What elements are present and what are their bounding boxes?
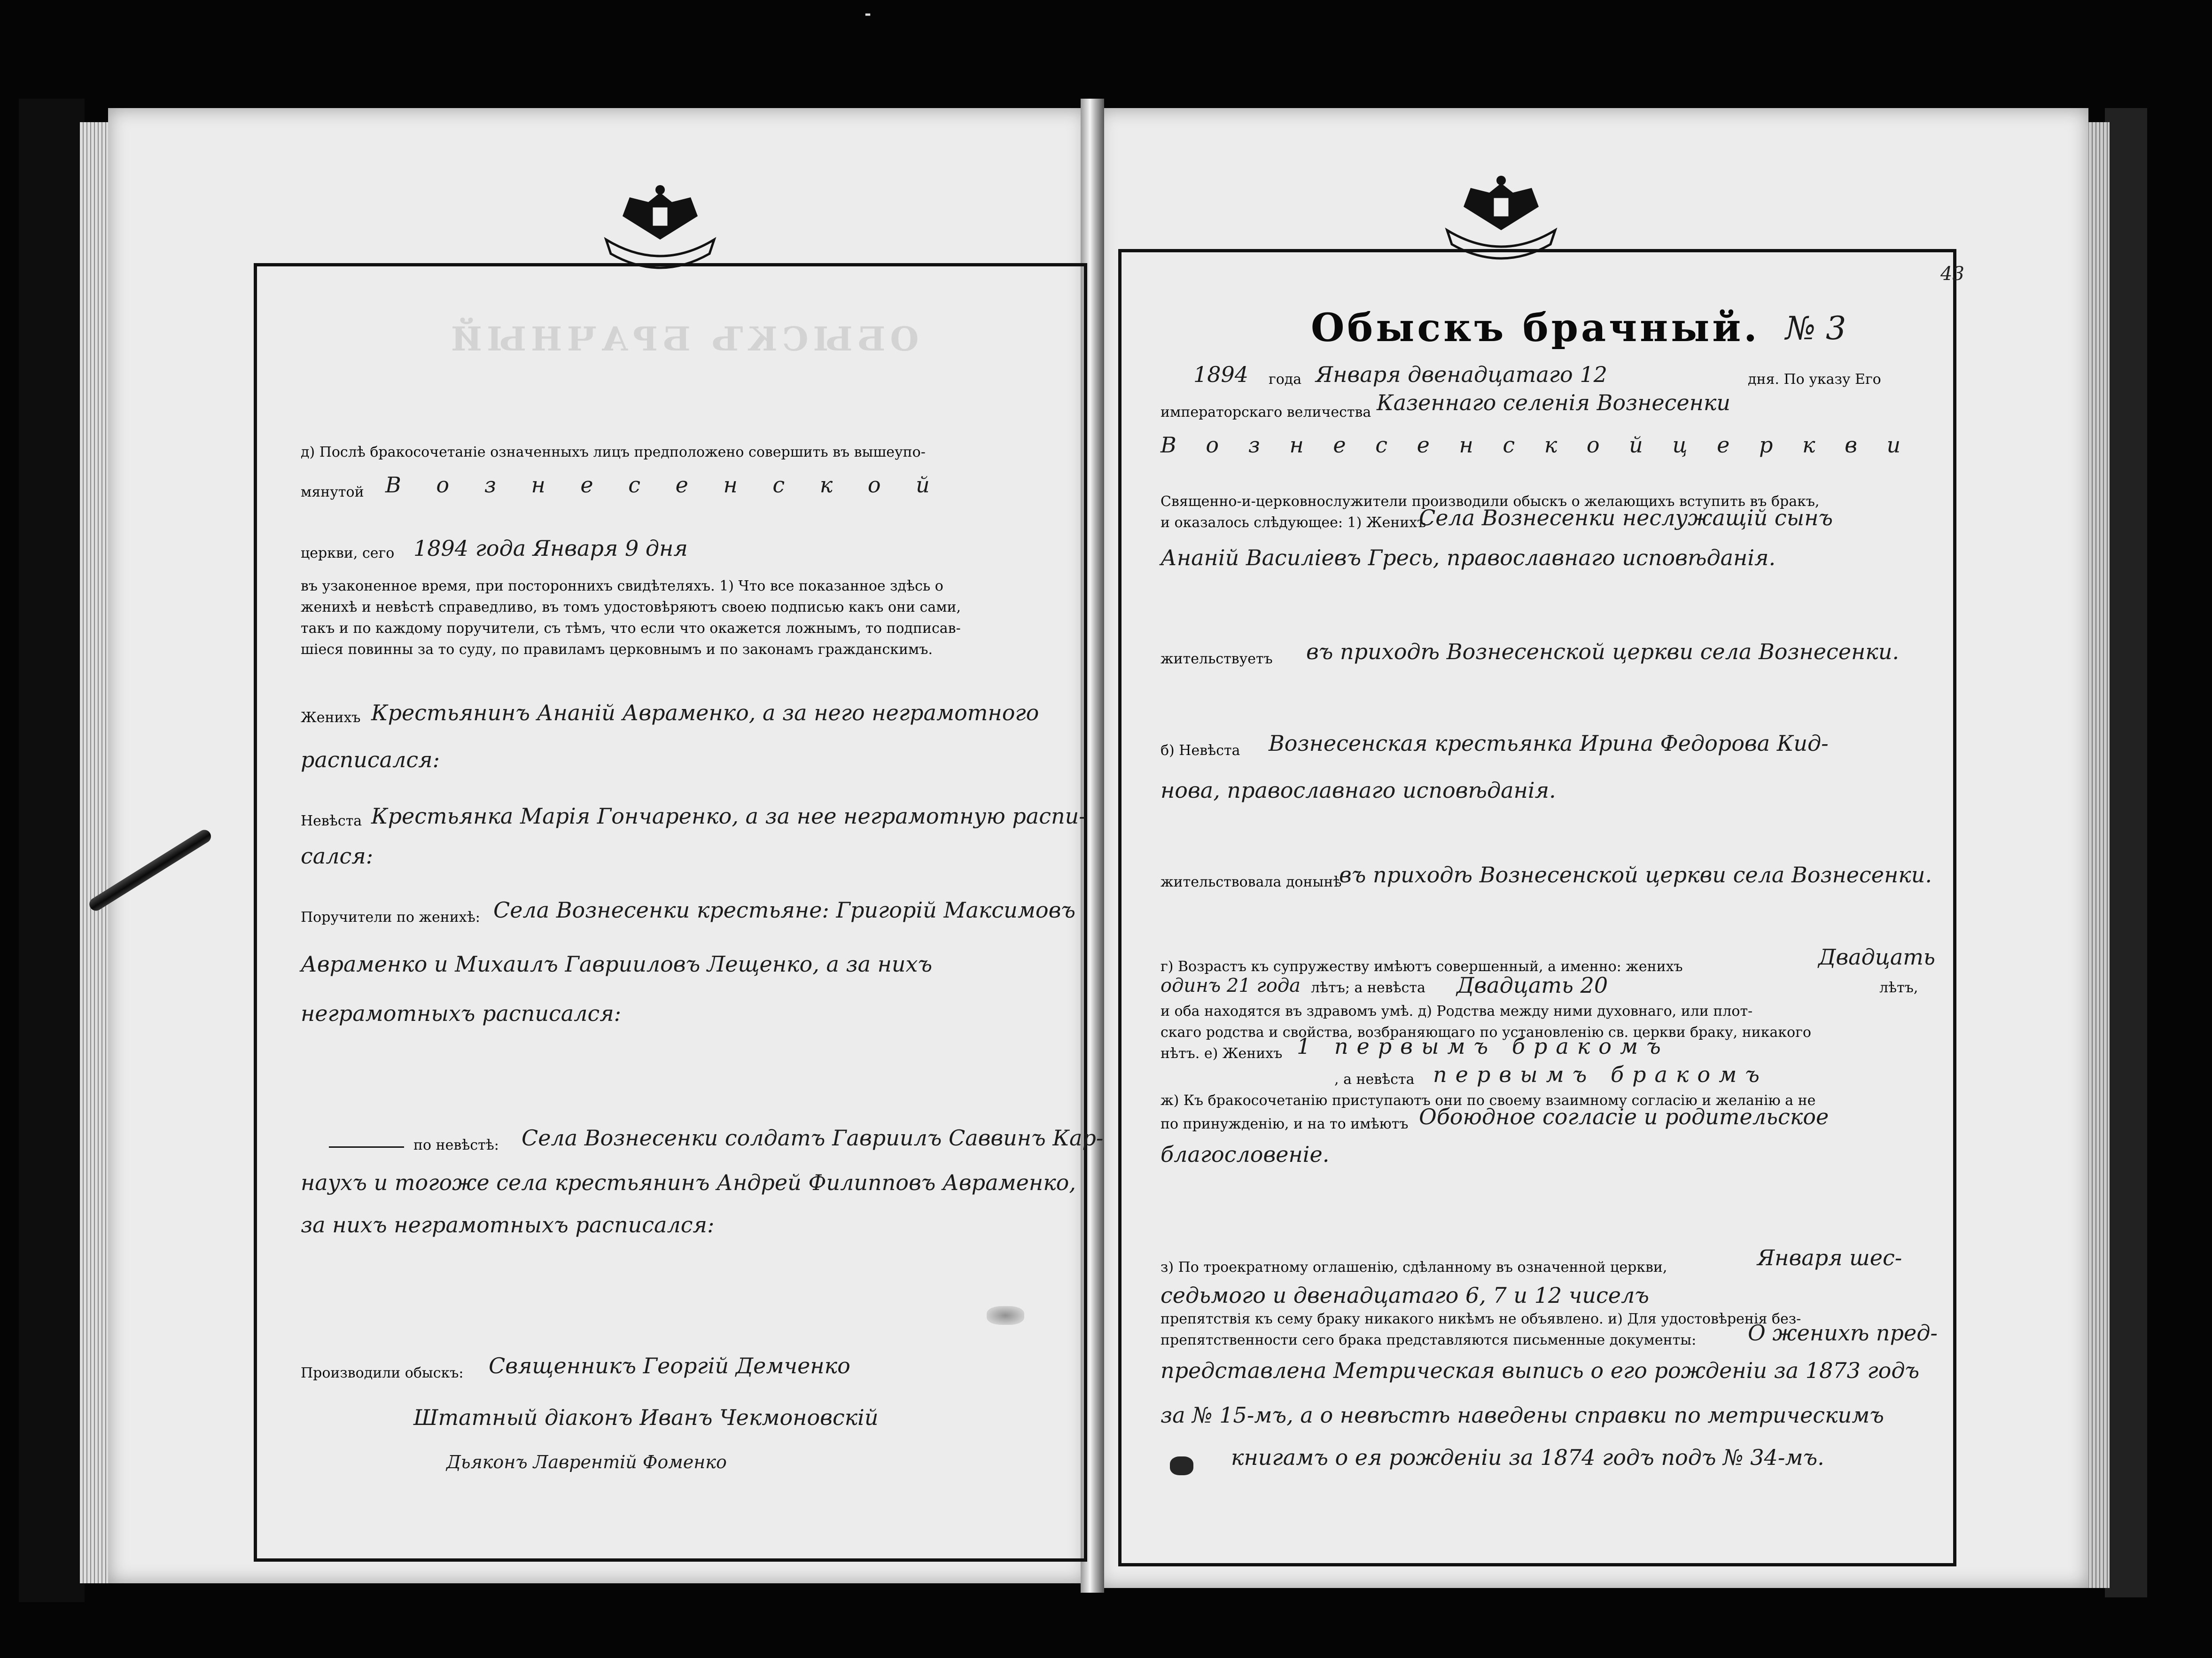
impediment-line-2: препятственности сего брака представляются письменные документы: — [1161, 1332, 1697, 1348]
folio-number: 43 — [1940, 263, 1964, 285]
consent-line-1: ж) Къ бракосочетанiю приступаютъ они по своему взаимному согласiю и желанiю а не — [1161, 1092, 1816, 1109]
documents-handwriting-2: представлена Метрическая выпись о его рожденiи за 1873 годъ — [1161, 1358, 1920, 1383]
residence-handwriting: въ приходѣ Вознесенской церкви села Вознесенки. — [1306, 639, 1900, 664]
bride-marriage-handwriting: первымъ бракомъ — [1433, 1062, 1768, 1087]
groom-label: Женихъ — [301, 709, 361, 726]
age-groom-handwriting: Двадцать — [1818, 944, 1935, 970]
book-cover-right — [2105, 108, 2147, 1597]
bride-marriage-label: , а невѣста — [1334, 1071, 1415, 1088]
bride-guarantors-handwriting-3: за нихъ неграмотныхъ расписался: — [301, 1212, 715, 1238]
impediment-line-1: препятствiя къ сему браку никакого никѣмъ не объявлено. и) Для удостовѣренiя без- — [1161, 1311, 1801, 1327]
left-item-d-label: д) Послѣ бракосочетанiе означенныхъ лицъ предположено совершить въ вышеупо- — [301, 444, 926, 460]
bride-guarantors-handwriting-1: Села Вознесенки солдатъ Гавриилъ Саввинъ Кар- — [522, 1125, 1104, 1151]
clergy-line-2: и оказалось слѣдующее: 1) Женихъ — [1161, 514, 1426, 531]
age-line-1: г) Возрастъ къ супружеству имѣютъ совершенный, а именно: женихъ — [1161, 958, 1683, 975]
conducted-signature-1: Священникъ Георгiй Демченко — [489, 1353, 850, 1378]
conducted-by-label: Производили обыскъ: — [301, 1365, 464, 1381]
right-groom-handwriting-2: Ананiй Василiевъ Гресь, православнаго исповѣданiя. — [1161, 545, 1776, 570]
ink-blot — [987, 1306, 1024, 1325]
age-line-5: нѣтъ. е) Женихъ — [1161, 1045, 1283, 1062]
bride-guarantors-label: по невѣстѣ: — [413, 1137, 499, 1153]
clergy-line-1: Священно-и-церковнослужители производили обыскъ о желающихъ вступить въ бракъ, — [1161, 493, 1820, 510]
left-note-line-1: въ узаконенное время, при постороннихъ свидѣтеляхъ. 1) Что все показанное здѣсь о — [301, 578, 943, 594]
age-line-2: лѣтъ; а невѣста — [1311, 980, 1425, 996]
groom-handwriting-2: расписался: — [301, 747, 440, 772]
banns-handwriting-1: Января шес- — [1757, 1245, 1902, 1270]
left-note-line-4: шiеся повинны за то суду, по правиламъ церковнымъ и по законамъ гражданскимъ. — [301, 641, 933, 658]
ink-blot — [1170, 1456, 1193, 1475]
bride-residence-handwriting: въ приходѣ Вознесенской церкви села Вознесенки. — [1339, 862, 1932, 887]
age-line-4: скаго родства и свойства, возбраняющаго по установленiю св. церкви браку, никакого — [1161, 1024, 1811, 1041]
groom-marriage-handwriting: 1 первымъ бракомъ — [1297, 1034, 1669, 1059]
conducted-signature-2: Штатный дiаконъ Иванъ Чекмоновскiй — [413, 1405, 879, 1430]
groom-guarantors-handwriting-3: неграмотныхъ расписался: — [301, 1001, 622, 1026]
age-bride-handwriting: Двадцать 20 — [1456, 973, 1608, 998]
majesty-label: императорскаго величества — [1161, 404, 1371, 420]
bride-handwriting-1: Крестьянка Марiя Гончаренко, а за нее неграмотную распи- — [371, 803, 1086, 829]
bleed-through-title: ОБЫСКЪ БРАЧНЫЙ — [446, 319, 919, 358]
right-bride-handwriting-2: нова, православнаго исповѣданiя. — [1161, 778, 1556, 803]
bride-handwriting-2: сался: — [301, 843, 374, 869]
document-title: Обыскъ брачный. — [1311, 305, 1760, 350]
documents-handwriting-3: за № 15-мъ, а о невѣстѣ наведены справки по метрическимъ — [1161, 1402, 1884, 1428]
right-bride-label: б) Невѣста — [1161, 742, 1240, 759]
banns-handwriting-2: седьмого и двенадцатаго 6, 7 и 12 чиселъ — [1161, 1283, 1649, 1308]
bride-residence-label: жительствовала донынѣ — [1161, 874, 1342, 890]
left-church-label: церкви, сего — [301, 545, 395, 561]
bride-guarantors-handwriting-2: наухъ и тогоже села крестьянинъ Андрей Филипповъ Авраменко, — [301, 1170, 1076, 1195]
conducted-signature-3: Дьяконъ Лаврентiй Фоменко — [446, 1452, 727, 1472]
age-groom-handwriting-2: одинъ 21 года — [1161, 975, 1301, 996]
imperial-eagle-emblem-icon — [597, 183, 724, 272]
consent-handwriting-2: благословенiе. — [1161, 1142, 1330, 1167]
top-mark: - — [865, 5, 872, 23]
documents-handwriting-4: книгамъ о ея рожденiи за 1874 годъ подъ № 34-мъ. — [1231, 1445, 1824, 1470]
month-handwriting: Января двенадцатаго 12 — [1316, 362, 1607, 387]
imperial-eagle-emblem-icon — [1438, 174, 1565, 263]
book-cover-left — [19, 99, 85, 1602]
day-label: дня. По указу Его — [1748, 371, 1881, 388]
consent-handwriting-1: Обоюдное согласiе и родительское — [1419, 1104, 1829, 1129]
groom-guarantors-label: Поручители по женихѣ: — [301, 909, 480, 926]
signature-dash — [329, 1146, 404, 1148]
entry-number: № 3 — [1785, 310, 1846, 347]
left-church-date-handwriting: 1894 года Января 9 дня — [413, 536, 688, 561]
year-label: года — [1269, 371, 1302, 388]
left-church-handwriting: В о з н е с е н с к о й — [385, 472, 944, 498]
church-handwriting-2: В о з н е с е н с к о й ц е р к в и — [1161, 432, 1912, 458]
age-line-3: и оба находятся въ здравомъ умѣ. д) Родства между ними духовнаго, или плот- — [1161, 1003, 1753, 1020]
residence-label: жительствуетъ — [1161, 651, 1273, 667]
left-note-line-2: женихѣ и невѣстѣ справедливо, въ томъ удостовѣряютъ своею подписью какъ они сами, — [301, 599, 961, 615]
year-handwriting: 1894 — [1193, 362, 1249, 387]
bride-label: Невѣста — [301, 813, 362, 829]
left-item-d-label2: мянутой — [301, 484, 364, 500]
left-note-line-3: такъ и по каждому поручители, съ тѣмъ, что если что окажется ложнымъ, то подписав- — [301, 620, 961, 637]
consent-line-2: по принужденiю, и на то имѣютъ — [1161, 1116, 1409, 1132]
groom-guarantors-handwriting-1: Села Вознесенки крестьяне: Григорiй Максимовъ — [493, 897, 1076, 923]
groom-handwriting-1: Крестьянинъ Ананiй Авраменко, а за него неграмотного — [371, 700, 1039, 725]
church-handwriting-1: Казеннаго селенiя Вознесенки — [1377, 390, 1731, 415]
banns-line-1: з) По троекратному оглашенiю, сдѣланному въ означенной церкви, — [1161, 1259, 1667, 1276]
documents-handwriting-1: О женихѣ пред- — [1748, 1320, 1938, 1346]
right-bride-handwriting-1: Вознесенская крестьянка Ирина Федорова Кид- — [1269, 731, 1829, 756]
age-line-2-end: лѣтъ, — [1879, 980, 1918, 996]
groom-guarantors-handwriting-2: Авраменко и Михаилъ Гаврииловъ Лещенко, а за нихъ — [301, 951, 933, 977]
right-groom-handwriting-1: Села Вознесенки неслужащiй сынъ — [1419, 505, 1833, 530]
